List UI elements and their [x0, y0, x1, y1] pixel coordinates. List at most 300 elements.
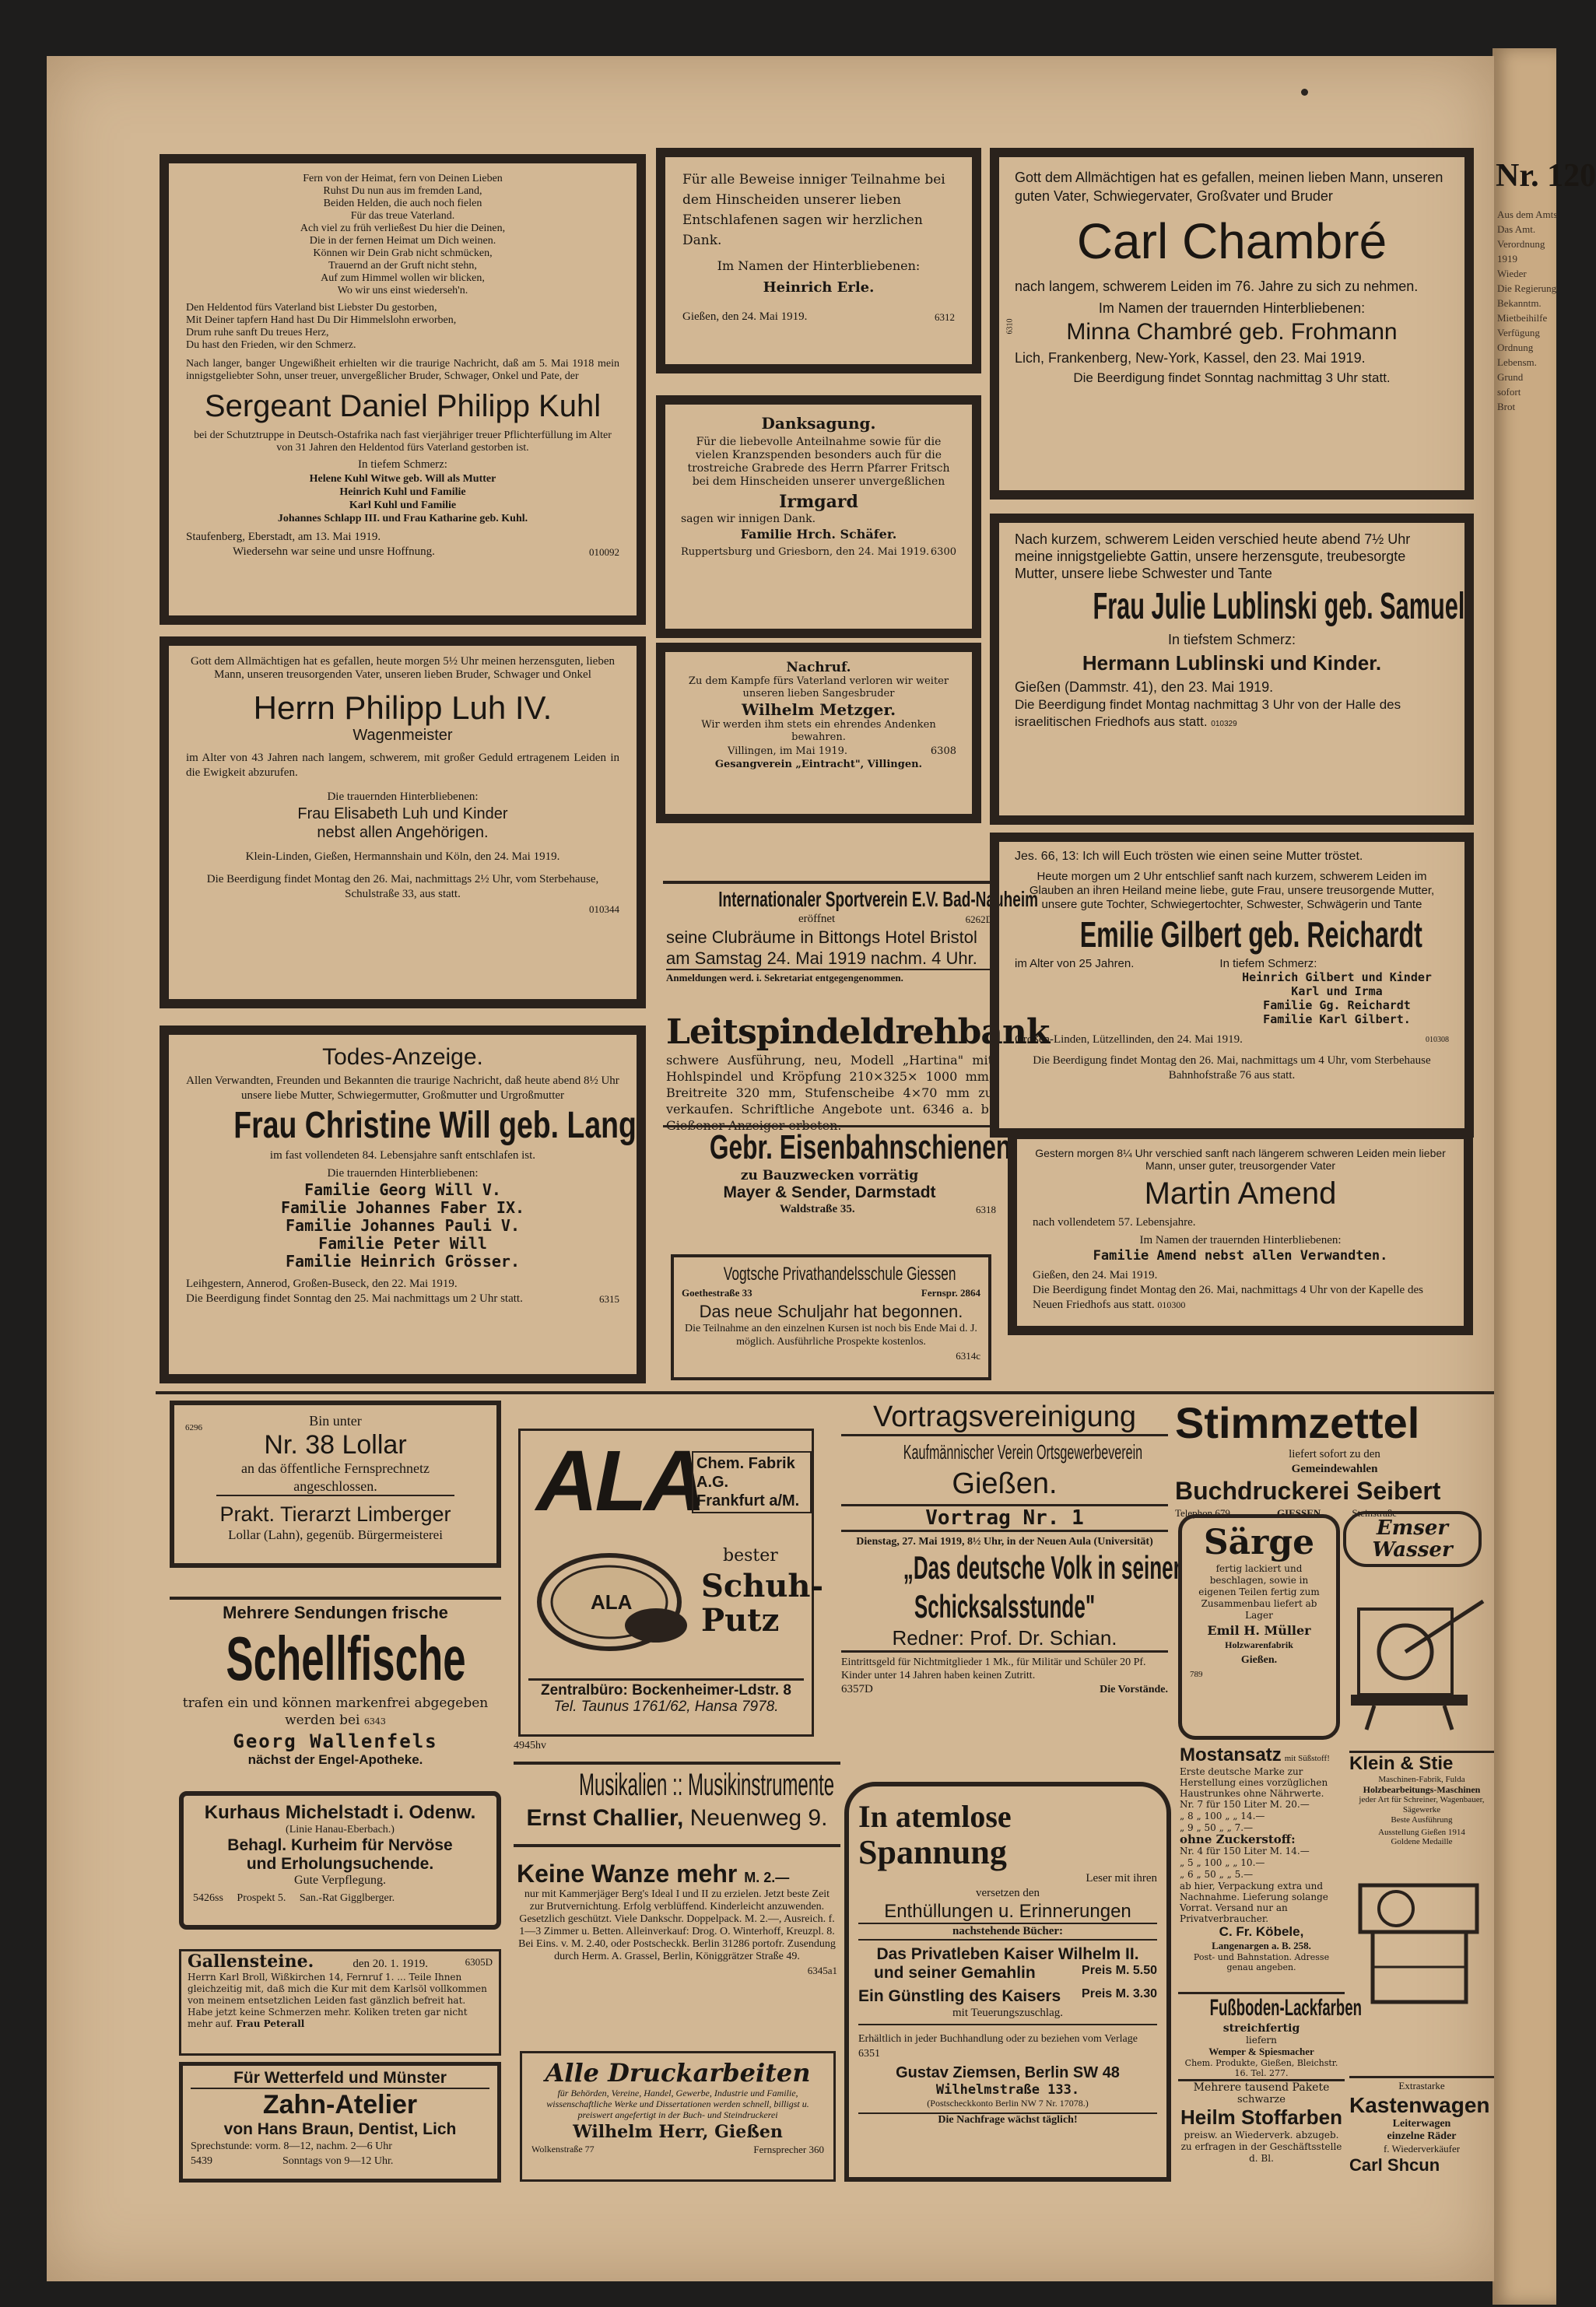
poem-line: Auf zum Himmel wollen wir blicken,: [321, 272, 485, 284]
mourner: Familie Georg Will V.: [304, 1180, 501, 1199]
mourners-list: [186, 472, 619, 525]
ad-text-2: ab hier, Verpackung extra und Nachnahme. Lieferung solange Vorrat. Versand nur an Privatverbraucher.: [1180, 1881, 1328, 1924]
ad-schellfische: [170, 1597, 501, 1787]
ad-number: 6345a1: [807, 1965, 837, 1976]
ad-distribution: [858, 2032, 1157, 2061]
poem-line: Wo wir uns einst wiederseh'n.: [337, 285, 468, 296]
obituary-lublinski: [990, 514, 1474, 825]
age-mourn-row: [1015, 957, 1449, 970]
obituary-funeral: Die Beerdigung findet Sonntag nachmittag 3 Uhr statt.: [1073, 370, 1391, 385]
place-date: Villingen, im Mai 1919.: [728, 745, 848, 757]
ad-sub: zu Bauzwecken vorrätig: [740, 1168, 919, 1183]
thanks-erle: [656, 148, 981, 373]
ad-klein-stiel: [1349, 1751, 1494, 2071]
ad-firm: Wemper & Spiesmacher: [1208, 2046, 1314, 2057]
mourners-heading: Im Namen der trauernden Hinterbliebenen:: [1098, 300, 1366, 316]
ad-head-row: [188, 1951, 493, 1972]
notice-title: Danksagung.: [761, 414, 876, 433]
ad-line: Extrastarke: [1398, 2080, 1445, 2091]
ad-bottom-row: [531, 2142, 824, 2157]
ad-line: an das öffentliche Fernsprechnetz: [240, 1460, 430, 1476]
ad-text: [188, 1972, 493, 2030]
ad-number: 010344: [589, 903, 619, 915]
ad-kastenwagen: [1349, 2076, 1494, 2182]
book-title: Das Privatleben Kaiser Wilhelm II.: [876, 1945, 1139, 1963]
club-name: Gesangverein „Eintracht", Villingen.: [714, 759, 923, 770]
book-row: [858, 1987, 1157, 2006]
ad-signature: Die Vorstände.: [1100, 1684, 1168, 1695]
ad-number: 6357D: [841, 1683, 873, 1695]
deceased-name: Carl Chambré: [1076, 213, 1387, 269]
ad-title: Fußboden-Lackfarben: [1209, 1995, 1362, 2021]
mourner: Familie Peter Will: [318, 1234, 487, 1253]
ad-line: nächst der Engel-Apotheke.: [247, 1752, 423, 1767]
obituary-gilbert: [990, 833, 1474, 1138]
ad-text: nur mit Kammerjäger Berg's Ideal I und II zu erzielen. Jetzt beste Zeit zur Brutvernichtung. Erfolg verblüffend. Kinderleicht anzuwenden. Gesetzlich geschützt. Viele Dankschr. Doppelpack. M. 2.—, Ausreich. f. 1—3 Zimmer u. Betten. Alleinverkauf: Drog. O. Winterhoff, Kreuzpl. 8. Bei Eins. v. M. 2.40, oder Postscheckk. Berlin 31286 portofr. Zusendung durch Herm. A. Grassel, Berlin, Königgrätzer Straße 49.: [518, 1888, 836, 1962]
ad-title: Stimmzettel: [1175, 1398, 1420, 1447]
mourners-list: [186, 1181, 619, 1271]
mourner: Familie Heinrich Grösser.: [285, 1252, 521, 1271]
ad-gallensteine: [179, 1949, 501, 2056]
ad-prospekt: Prospekt 5.: [237, 1892, 286, 1904]
mourner: Johannes Schlapp III. und Frau Katharine geb. Kuhl.: [277, 513, 528, 524]
obituary-chambre: [990, 148, 1474, 500]
place-date-row: [681, 744, 956, 759]
deceased-age: nach vollendetem 57. Lebensjahre.: [1033, 1216, 1196, 1229]
ad-firm: C. Fr. Köbele,: [1219, 1924, 1304, 1939]
obituary-funeral: [186, 1292, 619, 1306]
signer-name: Hermann Lublinski und Kinder.: [1082, 651, 1382, 675]
ad-title-row: [858, 1799, 1157, 1871]
memorial-text-2: Wir werden ihm stets ein ehrendes Andenken bewahren.: [701, 719, 936, 743]
ad-title: Schellfische: [226, 1624, 466, 1693]
obituary-intro: Nach kurzem, schwerem Leiden verschied heute abend 7½ Uhr meine innigstgeliebte Gattin, unsere herzensgute, treubesorgte Mutter, unsere liebe Schwester und Tante: [1015, 531, 1411, 581]
ad-title: Internationaler Sportverein E.V. Bad-Nauheim: [718, 887, 1039, 911]
ad-text: schwere Ausführung, neu, Modell „Hartina" mit Hohlspindel und Kröpfung 210×325× 1000 mm, Breitreite 320 mm, Stufenscheibe 4×70 mm zu verkaufen. Schriftliche Angebote unt. 6346 a. b. Gießener Anzeiger erbeten.: [666, 1053, 993, 1133]
ad-line: Holzwarenfabrik: [1225, 1639, 1293, 1650]
ad-line: nachstehende Bücher:: [858, 1923, 1157, 1941]
poem-line: Beiden Helden, die auch noch fielen: [323, 198, 482, 209]
mourner: Familie Karl Gilbert.: [1263, 1012, 1411, 1026]
ad-title: Särge: [1203, 1523, 1315, 1562]
ad-number: 4945hv: [514, 1740, 546, 1751]
firm-line: Frankfurt a/M.: [696, 1492, 800, 1509]
ad-emser-wasser: [1343, 1511, 1494, 1737]
signer-name: Minna Chambré geb. Frohmann: [1066, 319, 1398, 345]
ad-line: Holzbearbeitungs-Maschinen: [1363, 1784, 1481, 1795]
ad-line: Sprechstunde: vorm. 8—12, nachm. 2—6 Uhr: [191, 2140, 392, 2152]
ad-office: Zentralbüro: Bockenheimer-Ldstr. 8: [528, 1678, 804, 1699]
ad-line: jeder Art für Schreiner, Wagenbauer, Sägewerke: [1359, 1795, 1485, 1814]
ad-line: schwarze: [1237, 2094, 1286, 2105]
ad-title: Gallensteine.: [188, 1951, 314, 1972]
signer-name: Familie Amend nebst allen Verwandten.: [1093, 1248, 1388, 1264]
ad-text: Die Teilnahme an den einzelnen Kursen ist noch bis Ende Mai d. J. möglich. Ausführliche Prospekte kostenlos.: [685, 1323, 977, 1348]
ad-number: 6314c: [956, 1350, 980, 1362]
ad-line: Lollar (Lahn), gegenüb. Bürgermeisterei: [228, 1527, 443, 1542]
ad-number: 6300: [930, 546, 956, 558]
mourner: Familie Johannes Faber IX.: [280, 1198, 525, 1217]
family-name: Familie Hrch. Schäfer.: [740, 527, 897, 542]
ad-sportverein: [663, 881, 1039, 1012]
ad-stimmzettel: [1175, 1398, 1494, 1519]
ad-publisher: Gustav Ziemsen, Berlin SW 48: [896, 2064, 1120, 2081]
ad-city: GIESSEN: [1276, 1507, 1321, 1519]
price-list: [1180, 1799, 1343, 1881]
funeral-text: Die Beerdigung findet Sonntag den 25. Mai nachmittags um 2 Uhr statt.: [186, 1292, 523, 1305]
ad-lecture-title-2: Schicksalsstunde": [914, 1588, 1096, 1625]
poem-line: Können wir Dein Grab nicht schmücken,: [313, 247, 493, 259]
ad-speaker: Redner: Prof. Dr. Schian.: [841, 1626, 1168, 1653]
place-date-row: [681, 545, 956, 559]
ad-sub: (Linie Hanau-Eberbach.): [286, 1824, 395, 1835]
ad-logo: ALA: [536, 1433, 703, 1529]
ad-line: Bin unter: [309, 1413, 362, 1429]
ad-line: f. Wiederverkäufer: [1383, 2143, 1461, 2154]
adjacent-page-number: Nr. 120: [1496, 158, 1596, 194]
ad-line: Für Wetterfeld und Münster: [191, 2069, 489, 2089]
ad-lecture-title: „Das deutsche Volk in seiner: [903, 1549, 1181, 1586]
obituary-text: bei der Schutztruppe in Deutsch-Ostafrika nach fast vierjähriger treuer Pflichterfüllung im Alter von 31 Jahren den Heldentod fürs Vaterland gestorben ist.: [194, 429, 612, 454]
obituary-luh: [160, 636, 646, 1008]
mourner: Karl Kuhl und Familie: [349, 500, 457, 511]
deceased-name: Irmgard: [779, 492, 858, 512]
price-row: Nr. 4 für 150 Liter M. 14.—: [1180, 1846, 1310, 1856]
obituary-poem: [186, 173, 619, 297]
ad-text: für Behörden, Vereine, Handel, Gewerbe, Industrie und Familie, wissenschaftliche Werke und Dissertationen werden schnell, billigst u. preiswert angefertigt in der Buch- und Steindruckerei: [546, 2088, 809, 2120]
obituary-funeral: Die Beerdigung findet Montag den 26. Mai, nachmittags 2½ Uhr, vom Sterbehause, Schulstraße 33, aus statt.: [206, 873, 599, 900]
ad-eisenbahnschienen: [663, 1125, 1012, 1215]
ad-number: 6351: [858, 2048, 880, 2060]
closing-line: Wiedersehn war seine und unsre Hoffnung.: [233, 545, 435, 558]
obituary-place-date: Gießen (Dammstr. 41), den 23. Mai 1919.: [1015, 679, 1274, 695]
ad-title: Keine Wanze mehr: [517, 1860, 738, 1888]
ad-product: Schuh-Putz: [701, 1568, 824, 1639]
verse-line: Du hast den Frieden, wir den Schmerz.: [186, 339, 356, 351]
ad-text: fertig lackiert und beschlagen, sowie in eigenen Teilen fertig zum Zusammenbau liefert ab Lager: [1198, 1563, 1320, 1621]
ad-text-body: trafen ein und können markenfrei abgegeben werden bei: [182, 1695, 489, 1728]
deceased-name: Martin Amend: [1144, 1176, 1337, 1211]
section-divider: [156, 1391, 1494, 1394]
verse-line: Den Heldentod fürs Vaterland bist Liebster Du gestorben,: [186, 302, 437, 314]
ad-phone: Fernspr. 2864: [921, 1287, 980, 1299]
deceased-role: Wagenmeister: [353, 727, 453, 744]
deceased-name: Emilie Gilbert geb. Reichardt: [1079, 914, 1422, 955]
ad-phone: Fernsprecher 360: [753, 2144, 824, 2155]
ad-number: 010329: [1211, 720, 1237, 728]
ad-number: 6262D: [965, 913, 993, 925]
deceased-name: Frau Julie Lublinski geb. Samuel: [1093, 586, 1465, 627]
ad-date: den 20. 1. 1919.: [353, 1958, 428, 1970]
mourners-heading: In tiefstem Schmerz:: [1167, 632, 1296, 647]
ad-firm: Buchdruckerei Seibert: [1175, 1477, 1441, 1505]
mourner: Familie Gg. Reichardt: [1263, 998, 1411, 1012]
mourners-heading: Die trauernden Hinterbliebenen:: [327, 1167, 479, 1180]
ad-footer: [193, 1891, 487, 1906]
ad-line: Beste Ausführung: [1391, 1815, 1453, 1825]
mourners-heading: Die trauernden Hinterbliebenen:: [327, 791, 479, 803]
ad-title-2: Spannung: [858, 1833, 1007, 1871]
obituary-intro: Allen Verwandten, Freunden und Bekannten die traurige Nachricht, daß heute abend 8½ Uhr unsere liebe Mutter, Schwiegermutter, Großmutter und Urgroßmutter: [186, 1075, 619, 1102]
ad-line: liefern: [1246, 2035, 1277, 2046]
ad-firm: Ernst Challier,: [526, 1805, 684, 1831]
ad-doctor: San.-Rat Gigglberger.: [299, 1892, 395, 1904]
ad-addr-row: [682, 1285, 980, 1300]
ad-line: Behagl. Kurheim für Nervöse: [227, 1836, 453, 1854]
ad-line: versetzen den: [975, 1887, 1040, 1899]
poem-line: Für das treue Vaterland.: [350, 210, 455, 222]
ad-title: Kastenwagen: [1349, 2093, 1490, 2117]
ad-line: liefert sofort zu den: [1289, 1448, 1380, 1460]
ad-text: Eintrittsgeld für Nichtmitglieder 1 Mk., für Militär und Schüler 20 Pf. Kinder unter 14 Jahren haben keinen Zutritt.: [841, 1657, 1146, 1681]
ad-number: 6318: [976, 1204, 996, 1215]
obituary-place-date: Gießen, den 24. Mai 1919.: [1033, 1269, 1158, 1281]
mourner: Karl und Irma: [1291, 984, 1383, 998]
ad-stoffarben: [1178, 2079, 1345, 2180]
book-title-2: und seiner Gemahlin: [874, 1964, 1036, 1982]
thanks-text: Für die liebevolle Anteilnahme sowie für die vielen Kranzspenden besonders auch für die trostreiche Grabrede des Herrn Pfarrer Fritsch bei dem Hinscheiden unserer unvergeßlichen: [687, 436, 950, 488]
ad-line: Mehrere tausend Pakete: [1193, 2081, 1330, 2094]
ad-line: Musikalien :: Musikinstrumente: [579, 1768, 835, 1802]
ad-title-row: [517, 1860, 837, 1888]
ad-line: Gute Verpflegung.: [294, 1874, 386, 1887]
obituary-will: [160, 1026, 646, 1383]
ad-title: Klein & Stie: [1349, 1753, 1454, 1774]
ad-title: Mostansatz: [1180, 1744, 1282, 1765]
ad-number: 6312: [935, 311, 955, 323]
obituary-funeral: [1015, 696, 1449, 733]
ad-line: Gemeindewahlen: [1291, 1463, 1378, 1475]
ad-line: am Samstag 24. Mai 1919 nachm. 4 Uhr.: [666, 948, 977, 968]
price-row: „ 6 „ 50 „ „ 5.—: [1180, 1869, 1254, 1880]
ad-title: Zahn-Atelier: [262, 2090, 418, 2119]
ad-line: Anmeldungen werd. i. Sekretariat entgegengenommen.: [666, 969, 993, 984]
ad-logo: Emser Wasser: [1343, 1511, 1482, 1567]
verse-line: Mit Deiner tapfern Hand hast Du Dir Himmelslohn erworben,: [186, 314, 457, 326]
ad-number: 6310: [1005, 318, 1015, 335]
thanks-text: Für alle Beweise inniger Teilnahme bei dem Hinscheiden unserer lieben Entschlafenen sagen wir herzlichen Dank.: [682, 172, 945, 248]
mourner: Familie Johannes Pauli V.: [285, 1216, 521, 1235]
place-date: Großen-Linden, Lützellinden, den 24. Mai 1919.: [1015, 1033, 1243, 1046]
obituary-place-date: Leihgestern, Annerod, Großen-Buseck, den 22. Mai 1919.: [186, 1278, 458, 1290]
ad-text: Erste deutsche Marke zur Herstellung eines vorzüglichen Haustrunkes ohne Nährwerte.: [1180, 1766, 1328, 1799]
ad-line: und Erholungsuchende.: [246, 1855, 434, 1873]
funeral-text: Die Beerdigung findet Montag den 26. Mai, nachmittags 4 Uhr von der Kapelle des Neuen Friedhofs aus statt.: [1033, 1284, 1423, 1311]
place-date: Gießen, den 24. Mai 1919.: [682, 310, 808, 323]
ad-number: 010300: [1157, 1299, 1186, 1310]
ad-opens-row: [666, 912, 993, 927]
tin-label: ALA: [591, 1590, 633, 1614]
ad-zahn-atelier: [179, 2062, 501, 2183]
deceased-name: Wilhelm Metzger.: [741, 700, 896, 719]
ad-addr: Wolkenstraße 77: [531, 2144, 595, 2154]
deceased-name: Herrn Philipp Luh IV.: [253, 689, 552, 726]
ad-ala-schuhputz: [518, 1429, 824, 1737]
ad-addr: Goethestraße 33: [682, 1287, 752, 1299]
ad-bottom-row: [191, 2154, 489, 2169]
ad-firm: Mayer & Sender, Darmstadt: [723, 1183, 936, 1201]
obituary-place-date: Staufenberg, Eberstadt, am 13. Mai 1919.: [186, 531, 381, 543]
ad-text: preisw. an Wiederverk. abzugeb. zu erfragen in der Geschäftsstelle d. Bl.: [1180, 2130, 1342, 2164]
ad-line: angeschlossen.: [216, 1478, 454, 1496]
ad-name: Prakt. Tierarzt Limberger: [219, 1502, 451, 1526]
poem-line: Ach viel zu früh verließest Du hier die Deinen,: [300, 223, 506, 234]
ad-addr: Waldstraße 35.: [780, 1203, 855, 1215]
mourners-heading: In tiefem Schmerz:: [358, 458, 447, 471]
ad-addr: Steinstraße: [1352, 1507, 1398, 1519]
ad-head: Das neue Schuljahr hat begonnen.: [699, 1302, 963, 1321]
ad-number: 010308: [1426, 1036, 1449, 1044]
ad-line: Goldene Medaille: [1391, 1837, 1453, 1846]
ad-firm-row: [514, 1805, 840, 1832]
ad-line: von Hans Braun, Dentist, Lich: [223, 2120, 457, 2138]
ad-line: (Postscheckkonto Berlin NW 7 Nr. 17078.): [927, 2098, 1089, 2109]
ad-fussboden-lackfarben: [1178, 1992, 1362, 2078]
price-row: „ 9 „ 50 „ „ 7.—: [1180, 1822, 1254, 1833]
ad-footer: [841, 1682, 1168, 1697]
ad-line: streichfertig: [1222, 2022, 1300, 2035]
ad-wanze: [514, 1860, 840, 2045]
ad-name: Emil H. Müller: [1207, 1623, 1311, 1638]
ad-number: 5439: [191, 2155, 212, 2167]
ad-title: Kurhaus Michelstadt i. Odenw.: [204, 1802, 476, 1823]
ad-phone: Telephon 679: [1175, 1507, 1230, 1519]
ad-line: Mehrere Sendungen frische: [223, 1603, 448, 1622]
thanks-schaefer: [656, 395, 981, 638]
ad-title: Gebr. Eisenbahnschienen: [709, 1128, 1012, 1166]
ad-line: einzelne Räder: [1387, 2130, 1457, 2142]
adjacent-page-text: Aus dem Amts Das Amt. Verordnung 1919 Wieder Die Regierung Bekanntm. Mietbeihilfe Verfügung Ordnung Lebensm. Grund sofort Brot: [1497, 209, 1558, 412]
mourners-heading: Im Namen der Hinterbliebenen:: [717, 258, 921, 273]
ad-name: Georg Wallenfels: [233, 1730, 438, 1752]
ad-druckarbeiten: [520, 2051, 836, 2182]
woodworking-machine-illustration: [1349, 1854, 1489, 2018]
price-row: „ 8 „ 100 „ „ 14.—: [1180, 1811, 1265, 1821]
ad-firm: [692, 1451, 812, 1513]
ad-line: Enthüllungen u. Erinnerungen: [884, 1901, 1131, 1922]
mourner: nebst allen Angehörigen.: [317, 824, 489, 841]
poem-line: Ruhst Du nun aus im fremden Land,: [323, 185, 482, 197]
obituary-funeral: [1033, 1283, 1448, 1313]
ad-bester: bester: [723, 1546, 778, 1565]
ad-tierarzt: [170, 1401, 501, 1568]
mourner: Heinrich Kuhl und Familie: [339, 486, 466, 498]
ad-signature: Frau Peterall: [236, 2018, 305, 2029]
ad-kurhaus: [179, 1791, 501, 1930]
ad-text-body: Herrn Karl Broll, Wißkirchen 14, Fernruf 1. ... Teile Ihnen gleichzeitig mit, daß mich die Kur mit dem Karlsöl vollkommen von meinem entsetzlichen Leiden fast gänzlich befreit hat. Habe jetzt keine Schmerzen mehr. Koliken treten gar nicht mehr auf.: [188, 1972, 487, 2029]
book-price: Preis M. 5.50: [1082, 1964, 1157, 1977]
obituary-intro: Gestern morgen 8¼ Uhr verschied sanft nach längerem schweren Leiden mein lieber Mann, unser guter, treusorgender Vater: [1035, 1147, 1446, 1172]
notice-title: Nachruf.: [786, 660, 851, 675]
ad-line: Post- und Bahnstation. Adresse genau angeben.: [1193, 1952, 1330, 1972]
obituary-intro: Gott dem Allmächtigen hat es gefallen, heute morgen 5½ Uhr meinen herzensguten, lieben Mann, unseren treusorgenden Vater, unseren lieben Bruder, Schwager und Onkel: [191, 655, 615, 681]
ad-addr: Neuenweg 9.: [689, 1805, 828, 1831]
book-price: Preis M. 3.30: [1082, 1987, 1157, 2000]
poem-line: Die in der fernen Heimat um Dich weinen.: [309, 235, 496, 247]
mourners-list: [186, 805, 619, 842]
ad-number: 6308: [930, 745, 956, 757]
notice-title: Todes-Anzeige.: [322, 1044, 483, 1070]
ad-addr: Wilhelmstraße 133.: [935, 2082, 1080, 2098]
ad-price: M. 2.—: [744, 1870, 790, 1885]
ad-number: 6296: [185, 1423, 202, 1432]
place-date-row: [1015, 1033, 1449, 1047]
ad-lecture: Vortrag Nr. 1: [841, 1504, 1168, 1532]
ad-title: Alle Druckarbeiten: [545, 2058, 811, 2088]
verse-line: Drum ruhe sanft Du treues Herz,: [186, 327, 329, 338]
pump-machine-illustration: [1343, 1578, 1491, 1734]
ad-line: Leser mit ihren: [1086, 1872, 1157, 1885]
ad-title: Nr. 38 Lollar: [264, 1430, 407, 1460]
ad-line: seine Clubräume in Bittongs Hotel Bristol: [666, 927, 977, 947]
ad-line: Sonntags von 9—12 Uhr.: [282, 2155, 394, 2167]
ad-number: 6343: [363, 1716, 386, 1727]
obituary-intro: Gott dem Allmächtigen hat es gefallen, meinen lieben Mann, unseren guten Vater, Schwiegervater, Großvater und Bruder: [1015, 170, 1443, 204]
ad-atemlose-spannung: [844, 1782, 1171, 2182]
ad-title: Vortragsvereinigung: [841, 1401, 1168, 1436]
ad-addr-row: [663, 1202, 996, 1217]
ad-number: 5426ss: [193, 1892, 223, 1904]
memorial-text: Zu dem Kampfe fürs Vaterland verloren wir weiter unseren lieben Sangesbruder: [688, 675, 949, 699]
mourners-list: [1225, 970, 1449, 1026]
obituary-text: im fast vollendeten 84. Lebensjahre sanft entschlafen ist.: [269, 1149, 536, 1162]
thanks-line: sagen wir innigen Dank.: [681, 513, 816, 525]
ad-line: Erhältlich in jeder Buchhandlung oder zu beziehen vom Verlage: [858, 2033, 1138, 2045]
obituary-text: nach langem, schwerem Leiden im 76. Jahre zu sich zu nehmen.: [1015, 279, 1419, 294]
ad-number: 6305D: [465, 1956, 493, 1968]
ad-line: Leiterwagen: [1392, 2118, 1451, 2130]
place-date: Ruppertsburg und Griesborn, den 24. Mai 1919.: [681, 546, 930, 558]
ad-line: mit Teuerungszuschlag.: [858, 2006, 1157, 2025]
deceased-name: Sergeant Daniel Philipp Kuhl: [204, 389, 602, 423]
place-date: Lich, Frankenberg, New-York, Kassel, den 23. Mai 1919.: [1015, 350, 1366, 366]
ad-title: Leitspindeldrehbank: [666, 1012, 1050, 1052]
obituary-funeral: Die Beerdigung findet Montag den 26. Mai, nachmittags um 4 Uhr, vom Sterbehause Bahnhofstraße 76 aus statt.: [1033, 1054, 1431, 1082]
obituary-text: im Alter von 43 Jahren nach langem, schwerem, mit großer Geduld ertragenem Leiden in die Ewigkeit abzurufen.: [186, 752, 619, 779]
mourner: Frau Elisabeth Luh und Kinder: [297, 805, 508, 822]
mourners-heading: In tiefem Schmerz:: [1219, 957, 1317, 970]
ad-title-row: [1180, 1744, 1343, 1766]
mourner: Helene Kuhl Witwe geb. Will als Mutter: [309, 473, 496, 485]
ad-date: Dienstag, 27. Mai 1919, 8½ Uhr, in der Neuen Aula (Universität): [856, 1536, 1153, 1548]
poem-line: Trauernd an der Gruft nicht stehn,: [328, 260, 477, 272]
ad-addr: Chem. Produkte, Gießen, Bleichstr. 16. Tel. 277.: [1184, 2058, 1338, 2078]
obituary-kuhl: [160, 154, 646, 625]
deceased-name: Frau Christine Will geb. Lang: [233, 1105, 637, 1146]
mourner: Heinrich Gilbert und Kinder: [1242, 970, 1432, 984]
obituary-place-date: [1015, 348, 1449, 368]
mourners-heading: Im Namen der trauernden Hinterbliebenen:: [1139, 1234, 1342, 1246]
ad-musikalien: [514, 1762, 840, 1847]
ad-line: Die Nachfrage wächst täglich!: [858, 2112, 1157, 2126]
obituary-intro: Nach langer, banger Ungewißheit erhielten wir die traurige Nachricht, daß am 5. Mai 1918 mein innigstgeliebter Sohn, unser treuer, unvergeßlicher Bruder, Schwager, Onkel und Pate, der: [186, 358, 619, 382]
place-date-row: [682, 310, 955, 324]
ad-number: 010092: [589, 546, 619, 558]
ad-line: Kaufmännischer Verein Ortsgewerbeverein: [903, 1440, 1143, 1464]
ad-line: Maschinen-Fabrik, Fulda: [1378, 1775, 1465, 1784]
bible-verse: Jes. 66, 13: Ich will Euch trösten wie einen seine Mutter tröstet.: [1015, 850, 1363, 863]
memorial-metzger: [656, 643, 981, 823]
ad-line: Ausstellung Gießen 1914: [1378, 1828, 1465, 1837]
ad-number: 6315: [599, 1293, 619, 1305]
ad-text: [170, 1695, 501, 1730]
ad-firm: Carl Shcun: [1349, 2155, 1440, 2175]
ad-title: Vogtsche Privathandelsschule Giessen: [723, 1264, 956, 1285]
price-row: „ 5 „ 100 „ „ 10.—: [1180, 1857, 1265, 1868]
firm-line: Chem. Fabrik A.G.: [696, 1455, 795, 1491]
book-title-3: Ein Günstling des Kaisers: [858, 1987, 1061, 2005]
funeral-text: Die Beerdigung findet Montag nachmittag 3 Uhr von der Halle des israelitischen Friedhofs aus statt.: [1015, 697, 1401, 729]
